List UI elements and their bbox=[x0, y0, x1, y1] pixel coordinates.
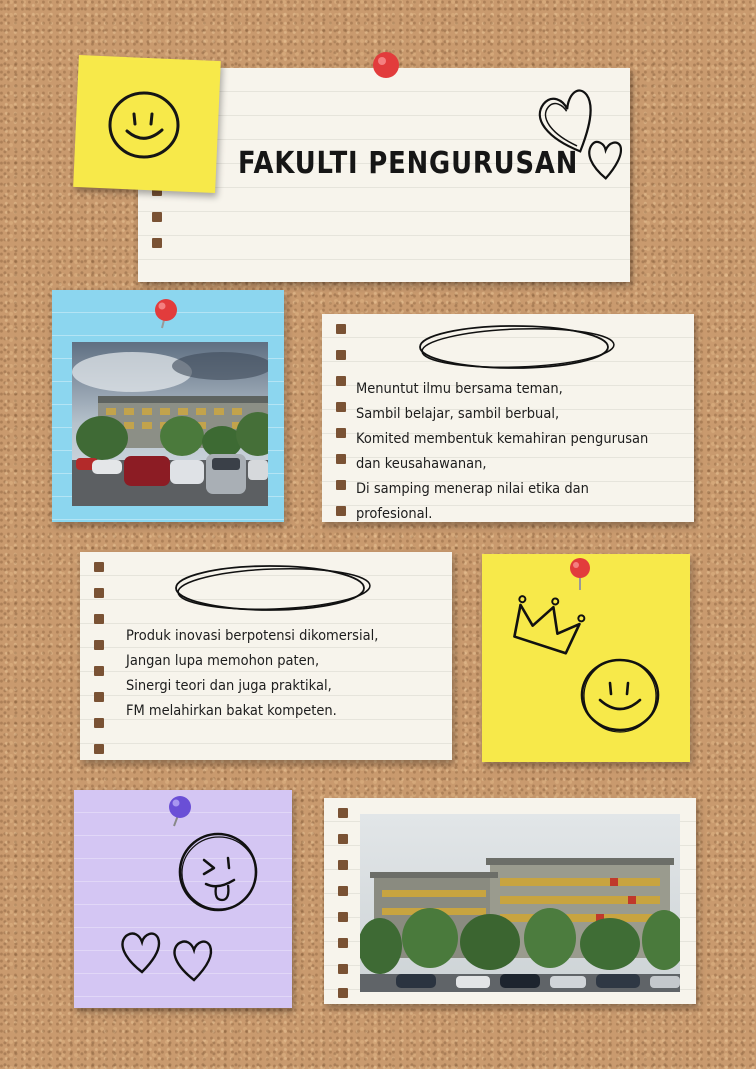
scribble-oval-icon bbox=[414, 320, 620, 374]
building-photo-2 bbox=[360, 814, 680, 992]
heart-icon bbox=[114, 914, 222, 982]
poem-text-1 bbox=[356, 377, 648, 527]
poem-line: FM melahirkan bakat kompeten. bbox=[126, 703, 337, 719]
smiley-face-icon bbox=[578, 656, 662, 734]
poem-line: Sinergi teori dan juga praktikal, bbox=[126, 678, 332, 694]
poem-line: profesional. bbox=[356, 506, 433, 522]
page-title: FAKULTI PENGURUSAN bbox=[238, 146, 579, 181]
poem-line: Sambil belajar, sambil berbual, bbox=[356, 406, 560, 422]
smiley-face-icon bbox=[104, 88, 184, 162]
binder-holes bbox=[338, 798, 350, 1004]
push-pin-icon bbox=[370, 50, 402, 96]
heart-icon bbox=[534, 82, 626, 182]
crown-icon bbox=[506, 592, 586, 668]
binder-holes bbox=[336, 314, 348, 522]
poem-text-2 bbox=[126, 624, 378, 724]
tongue-out-smiley-icon bbox=[176, 830, 260, 916]
building-photo-1 bbox=[72, 342, 268, 506]
poem-line: Komited membentuk kemahiran pengurusan bbox=[356, 431, 649, 447]
scribble-oval-icon bbox=[170, 560, 376, 616]
poem-line: Produk inovasi berpotensi dikomersial, bbox=[126, 628, 379, 644]
poem-line: Di samping menerap nilai etika dan bbox=[356, 481, 589, 497]
binder-holes bbox=[94, 552, 106, 760]
poem-line: dan keusahawanan, bbox=[356, 456, 487, 472]
poem-line: Jangan lupa memohon paten, bbox=[126, 653, 320, 669]
poem-line: Menuntut ilmu bersama teman, bbox=[356, 381, 563, 397]
push-pin-icon bbox=[150, 296, 182, 342]
